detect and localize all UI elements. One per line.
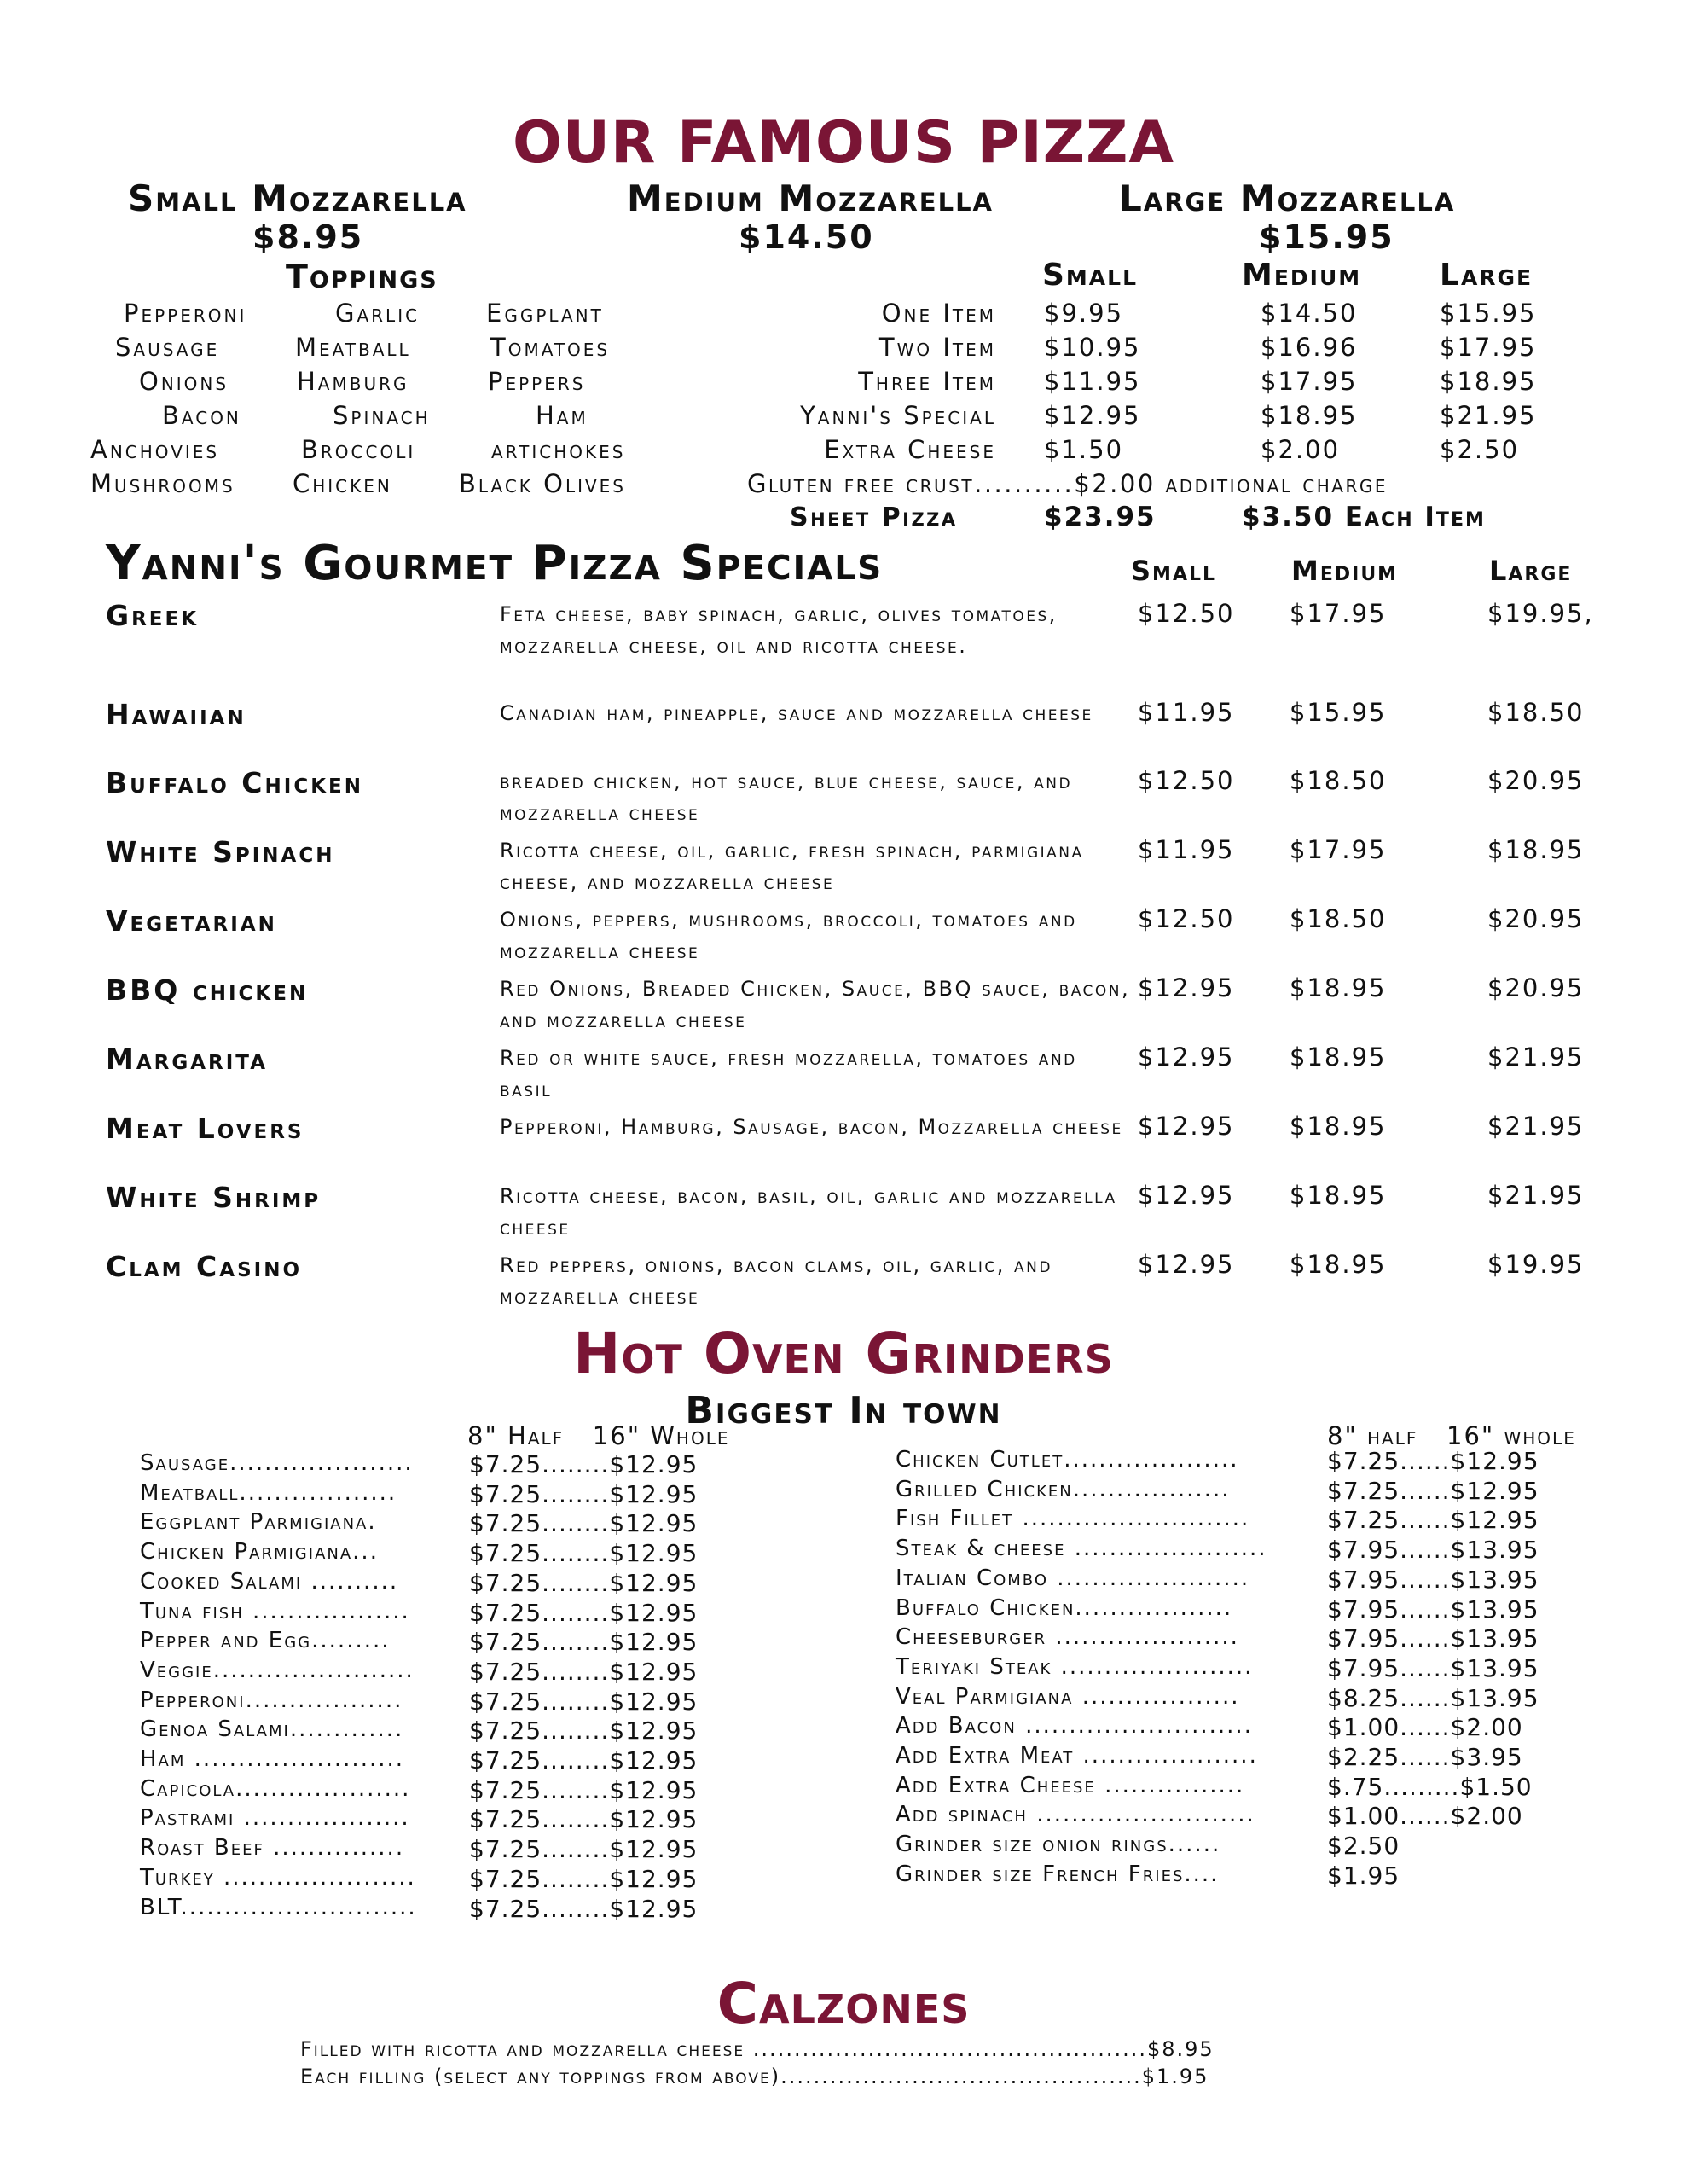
special-price-small: $12.95 [1138, 973, 1235, 1002]
price-header-small: Small [1042, 258, 1139, 293]
grinder-right-item-price: $7.95......$13.95 [1327, 1624, 1539, 1653]
grinder-right-item-price: $.75.........$1.50 [1327, 1772, 1533, 1801]
grinder-left-item-label: Pepper and Egg......... [140, 1628, 391, 1654]
grinder-right-item-price: $2.50 [1327, 1832, 1400, 1861]
special-name: White Spinach [106, 835, 335, 868]
price-header-large: Large [1440, 258, 1533, 293]
grinder-left-item-price: $7.25........$12.95 [469, 1894, 699, 1923]
special-name: BBQ chicken [106, 973, 309, 1007]
grinder-right-item-label: Teriyaki Steak ...................... [896, 1653, 1254, 1680]
gluten-free-note: Gluten free crust..........$2.00 additional charge [747, 469, 1388, 498]
special-name: Meat Lovers [106, 1112, 304, 1145]
price-medium: $14.50 [1261, 299, 1358, 328]
special-price-medium: $18.50 [1290, 904, 1387, 933]
grinders-left-header: 8" Half 16" Whole [467, 1421, 730, 1450]
topping: Broccoli [301, 435, 416, 464]
topping: Anchovies [90, 435, 220, 464]
grinder-right-item-price: $2.25......$3.95 [1327, 1743, 1523, 1771]
special-price-small: $12.95 [1138, 1043, 1235, 1072]
grinder-left-item-label: Genoa Salami............. [140, 1716, 404, 1743]
size-small-label: Small Mozzarella [128, 177, 467, 219]
special-price-medium: $18.95 [1290, 1250, 1387, 1279]
size-large-price: $15.95 [1259, 218, 1394, 256]
special-description: Ricotta cheese, bacon, basil, oil, garlic and mozzarella cheese [500, 1184, 1117, 1240]
price-small: $11.95 [1044, 367, 1141, 396]
special-price-small: $12.95 [1138, 1250, 1235, 1279]
grinder-left-item-price: $7.25........$12.95 [469, 1450, 699, 1478]
grinder-left-item-price: $7.25........$12.95 [469, 1746, 699, 1774]
special-description: Ricotta cheese, oil, garlic, fresh spinach, parmigiana cheese, and mozzarella cheese [500, 839, 1084, 894]
grinder-left-item-price: $7.25........$12.95 [469, 1628, 699, 1657]
special-price-large: $20.95 [1487, 766, 1585, 795]
grinder-left-item-label: Roast Beef ............... [140, 1835, 405, 1862]
topping: Ham [536, 401, 588, 430]
grinder-left-item-label: Meatball.................. [140, 1479, 397, 1506]
grinder-left-item-label: Chicken Parmigiana... [140, 1539, 379, 1565]
grinder-right-item-price: $7.25......$12.95 [1327, 1506, 1539, 1535]
grinder-left-item-label: Sausage..................... [140, 1450, 414, 1476]
grinder-left-item-price: $7.25........$12.95 [469, 1835, 699, 1864]
price-medium: $18.95 [1261, 401, 1358, 430]
grinder-right-item-price: $7.95......$13.95 [1327, 1565, 1539, 1594]
special-description: Red Onions, Breaded Chicken, Sauce, BBQ sauce, bacon, and mozzarella cheese [500, 977, 1131, 1032]
price-small: $9.95 [1044, 299, 1124, 328]
grinder-left-item-price: $7.25........$12.95 [469, 1805, 699, 1834]
grinders-subtitle: Biggest In town [685, 1389, 1002, 1432]
calzone-line: Filled with ricotta and mozzarella cheese ................................................$8.95 [300, 2037, 1215, 2061]
grinder-left-item-price: $7.25........$12.95 [469, 1687, 699, 1716]
grinder-right-item-label: Steak & cheese ...................... [896, 1536, 1267, 1562]
grinder-left-item-price: $7.25........$12.95 [469, 1864, 699, 1893]
grinder-right-item-label: Chicken Cutlet.................... [896, 1447, 1239, 1472]
special-description: Canadian ham, pineapple, sauce and mozzarella cheese [500, 701, 1093, 725]
special-price-large: $19.95 [1487, 1250, 1585, 1279]
special-price-small: $12.95 [1138, 1112, 1235, 1141]
grinder-left-item-label: Cooked Salami .......... [140, 1568, 399, 1594]
grinder-right-item-price: $1.95 [1327, 1861, 1400, 1890]
calzones-title: Calzones [716, 1971, 971, 2036]
price-medium: $17.95 [1261, 367, 1358, 396]
grinder-right-item-price: $1.00......$2.00 [1327, 1802, 1523, 1831]
grinder-left-item-price: $7.25........$12.95 [469, 1775, 699, 1804]
grinder-left-item-price: $7.25........$12.95 [469, 1568, 699, 1597]
toppings-heading: Toppings [286, 258, 438, 295]
grinder-left-item-label: Turkey ...................... [140, 1864, 416, 1891]
grinder-right-item-price: $7.95......$13.95 [1327, 1536, 1539, 1565]
special-description: Red or white sauce, fresh mozzarella, tomatoes and basil [500, 1046, 1077, 1101]
grinder-right-item-label: Italian Combo ...................... [896, 1565, 1250, 1591]
special-price-small: $12.50 [1138, 599, 1235, 628]
topping: Pepperoni [124, 299, 247, 328]
grinder-right-item-label: Fish Fillet .......................... [896, 1506, 1250, 1532]
special-description: Red peppers, onions, bacon clams, oil, garlic, and mozzarella cheese [500, 1253, 1052, 1309]
grinder-left-item-price: $7.25........$12.95 [469, 1509, 699, 1538]
grinder-right-item-label: Add Extra Meat .................... [896, 1743, 1258, 1769]
price-medium: $2.00 [1261, 435, 1341, 464]
special-price-small: $11.95 [1138, 835, 1235, 864]
special-price-medium: $18.95 [1290, 973, 1387, 1002]
special-name: White Shrimp [106, 1181, 322, 1214]
gourmet-header-large: Large [1489, 555, 1573, 587]
price-small: $1.50 [1044, 435, 1124, 464]
special-price-large: $20.95 [1487, 904, 1585, 933]
grinder-left-item-price: $7.25........$12.95 [469, 1657, 699, 1686]
pizza-title: OUR FAMOUS PIZZA [512, 109, 1175, 177]
price-medium: $16.96 [1261, 333, 1358, 362]
special-price-large: $21.95 [1487, 1112, 1585, 1141]
topping: artichokes [491, 435, 626, 464]
grinder-right-item-label: Grilled Chicken.................. [896, 1476, 1231, 1502]
topping: Peppers [488, 367, 586, 396]
grinder-right-item-label: Veal Parmigiana .................. [896, 1683, 1240, 1710]
special-name: Hawaiian [106, 698, 246, 731]
sheet-each-item: $3.50 Each Item [1242, 502, 1486, 532]
topping: Bacon [162, 401, 241, 430]
grinder-left-item-label: Pepperoni.................. [140, 1687, 403, 1713]
grinder-left-item-price: $7.25........$12.95 [469, 1539, 699, 1568]
price-row-label: Yanni's Special [800, 401, 996, 430]
size-large-label: Large Mozzarella [1119, 177, 1456, 219]
special-description: Feta cheese, baby spinach, garlic, olives tomatoes, mozzarella cheese, oil and ricotta cheese. [500, 602, 1058, 658]
special-price-small: $12.50 [1138, 766, 1235, 795]
price-large: $2.50 [1440, 435, 1520, 464]
price-row-label: Two Item [878, 333, 996, 362]
price-small: $10.95 [1044, 333, 1141, 362]
grinder-right-item-label: Buffalo Chicken.................. [896, 1594, 1233, 1621]
special-name: Buffalo Chicken [106, 766, 363, 799]
grinder-left-item-price: $7.25........$12.95 [469, 1598, 699, 1627]
grinder-right-item-label: Cheeseburger ..................... [896, 1624, 1239, 1651]
grinders-title: Hot Oven Grinders [573, 1321, 1114, 1386]
topping: Hamburg [297, 367, 409, 396]
topping: Spinach [333, 401, 431, 430]
grinders-right-header: 8" half 16" whole [1327, 1421, 1576, 1450]
gourmet-header-small: Small [1131, 555, 1217, 587]
grinder-left-item-price: $7.25........$12.95 [469, 1716, 699, 1745]
topping: Garlic [335, 299, 420, 328]
grinder-left-item-label: Tuna fish .................. [140, 1598, 410, 1624]
grinder-right-item-price: $7.95......$13.95 [1327, 1594, 1539, 1623]
special-price-medium: $17.95 [1290, 599, 1387, 628]
gourmet-title: Yanni's Gourmet Pizza Specials [106, 536, 884, 591]
special-description: Onions, peppers, mushrooms, broccoli, tomatoes and mozzarella cheese [500, 908, 1077, 963]
grinder-left-item-price: $7.25........$12.95 [469, 1479, 699, 1508]
grinder-left-item-label: BLT........................... [140, 1894, 417, 1920]
grinder-right-item-label: Add Bacon .......................... [896, 1713, 1253, 1740]
special-price-small: $12.50 [1138, 904, 1235, 933]
special-price-small: $12.95 [1138, 1181, 1235, 1210]
price-large: $21.95 [1440, 401, 1537, 430]
special-name: Greek [106, 599, 200, 632]
topping: Mushrooms [90, 469, 235, 498]
size-medium-label: Medium Mozzarella [627, 177, 994, 219]
grinder-right-item-price: $7.95......$13.95 [1327, 1653, 1539, 1682]
price-large: $17.95 [1440, 333, 1537, 362]
price-header-medium: Medium [1242, 258, 1362, 293]
calzone-line: Each filling (select any toppings from above)............................................$1.95 [300, 2065, 1209, 2088]
price-large: $18.95 [1440, 367, 1537, 396]
price-large: $15.95 [1440, 299, 1537, 328]
grinder-left-item-label: Eggplant Parmigiana. [140, 1509, 377, 1536]
special-description: breaded chicken, hot sauce, blue cheese, sauce, and mozzarella cheese [500, 770, 1073, 825]
topping: Black Olives [459, 469, 627, 498]
grinder-right-item-label: Add spinach ......................... [896, 1802, 1255, 1828]
special-price-large: $19.95, [1487, 599, 1594, 628]
special-name: Margarita [106, 1043, 268, 1076]
special-price-large: $18.95 [1487, 835, 1585, 864]
special-price-medium: $18.95 [1290, 1043, 1387, 1072]
special-price-large: $21.95 [1487, 1181, 1585, 1210]
size-small-price: $8.95 [252, 218, 364, 256]
special-price-medium: $15.95 [1290, 698, 1387, 727]
grinder-right-item-price: $7.25......$12.95 [1327, 1476, 1539, 1505]
special-name: Vegetarian [106, 904, 277, 938]
topping: Sausage [115, 333, 220, 362]
price-row-label: Extra Cheese [824, 435, 996, 464]
price-row-label: One Item [881, 299, 996, 328]
special-description: Pepperoni, Hamburg, Sausage, bacon, Mozzarella cheese [500, 1115, 1123, 1139]
topping: Onions [139, 367, 229, 396]
special-price-large: $20.95 [1487, 973, 1585, 1002]
special-price-medium: $18.50 [1290, 766, 1387, 795]
grinder-left-item-label: Pastrami ................... [140, 1805, 410, 1832]
grinder-left-item-label: Ham ........................ [140, 1746, 405, 1772]
grinder-right-item-price: $1.00......$2.00 [1327, 1713, 1523, 1742]
topping: Eggplant [486, 299, 604, 328]
topping: Chicken [293, 469, 392, 498]
topping: Tomatoes [490, 333, 611, 362]
special-price-large: $21.95 [1487, 1043, 1585, 1072]
grinder-right-item-label: Add Extra Cheese ................ [896, 1772, 1245, 1798]
grinder-left-item-label: Veggie....................... [140, 1657, 415, 1683]
price-row-label: Three Item [858, 367, 996, 396]
grinder-right-item-label: Grinder size French Fries.... [896, 1861, 1220, 1887]
grinder-right-item-price: $7.25......$12.95 [1327, 1447, 1539, 1475]
price-small: $12.95 [1044, 401, 1141, 430]
special-price-large: $18.50 [1487, 698, 1585, 727]
gourmet-header-medium: Medium [1291, 555, 1399, 587]
special-name: Clam Casino [106, 1250, 302, 1283]
sheet-pizza-price: $23.95 [1044, 502, 1157, 532]
grinder-right-item-price: $8.25......$13.95 [1327, 1683, 1539, 1712]
topping: Meatball [295, 333, 411, 362]
special-price-small: $11.95 [1138, 698, 1235, 727]
special-price-medium: $17.95 [1290, 835, 1387, 864]
size-medium-price: $14.50 [739, 218, 874, 256]
special-price-medium: $18.95 [1290, 1181, 1387, 1210]
grinder-left-item-label: Capicola.................... [140, 1775, 411, 1802]
grinder-right-item-label: Grinder size onion rings...... [896, 1832, 1221, 1858]
special-price-medium: $18.95 [1290, 1112, 1387, 1141]
sheet-pizza-label: Sheet Pizza [790, 502, 958, 532]
